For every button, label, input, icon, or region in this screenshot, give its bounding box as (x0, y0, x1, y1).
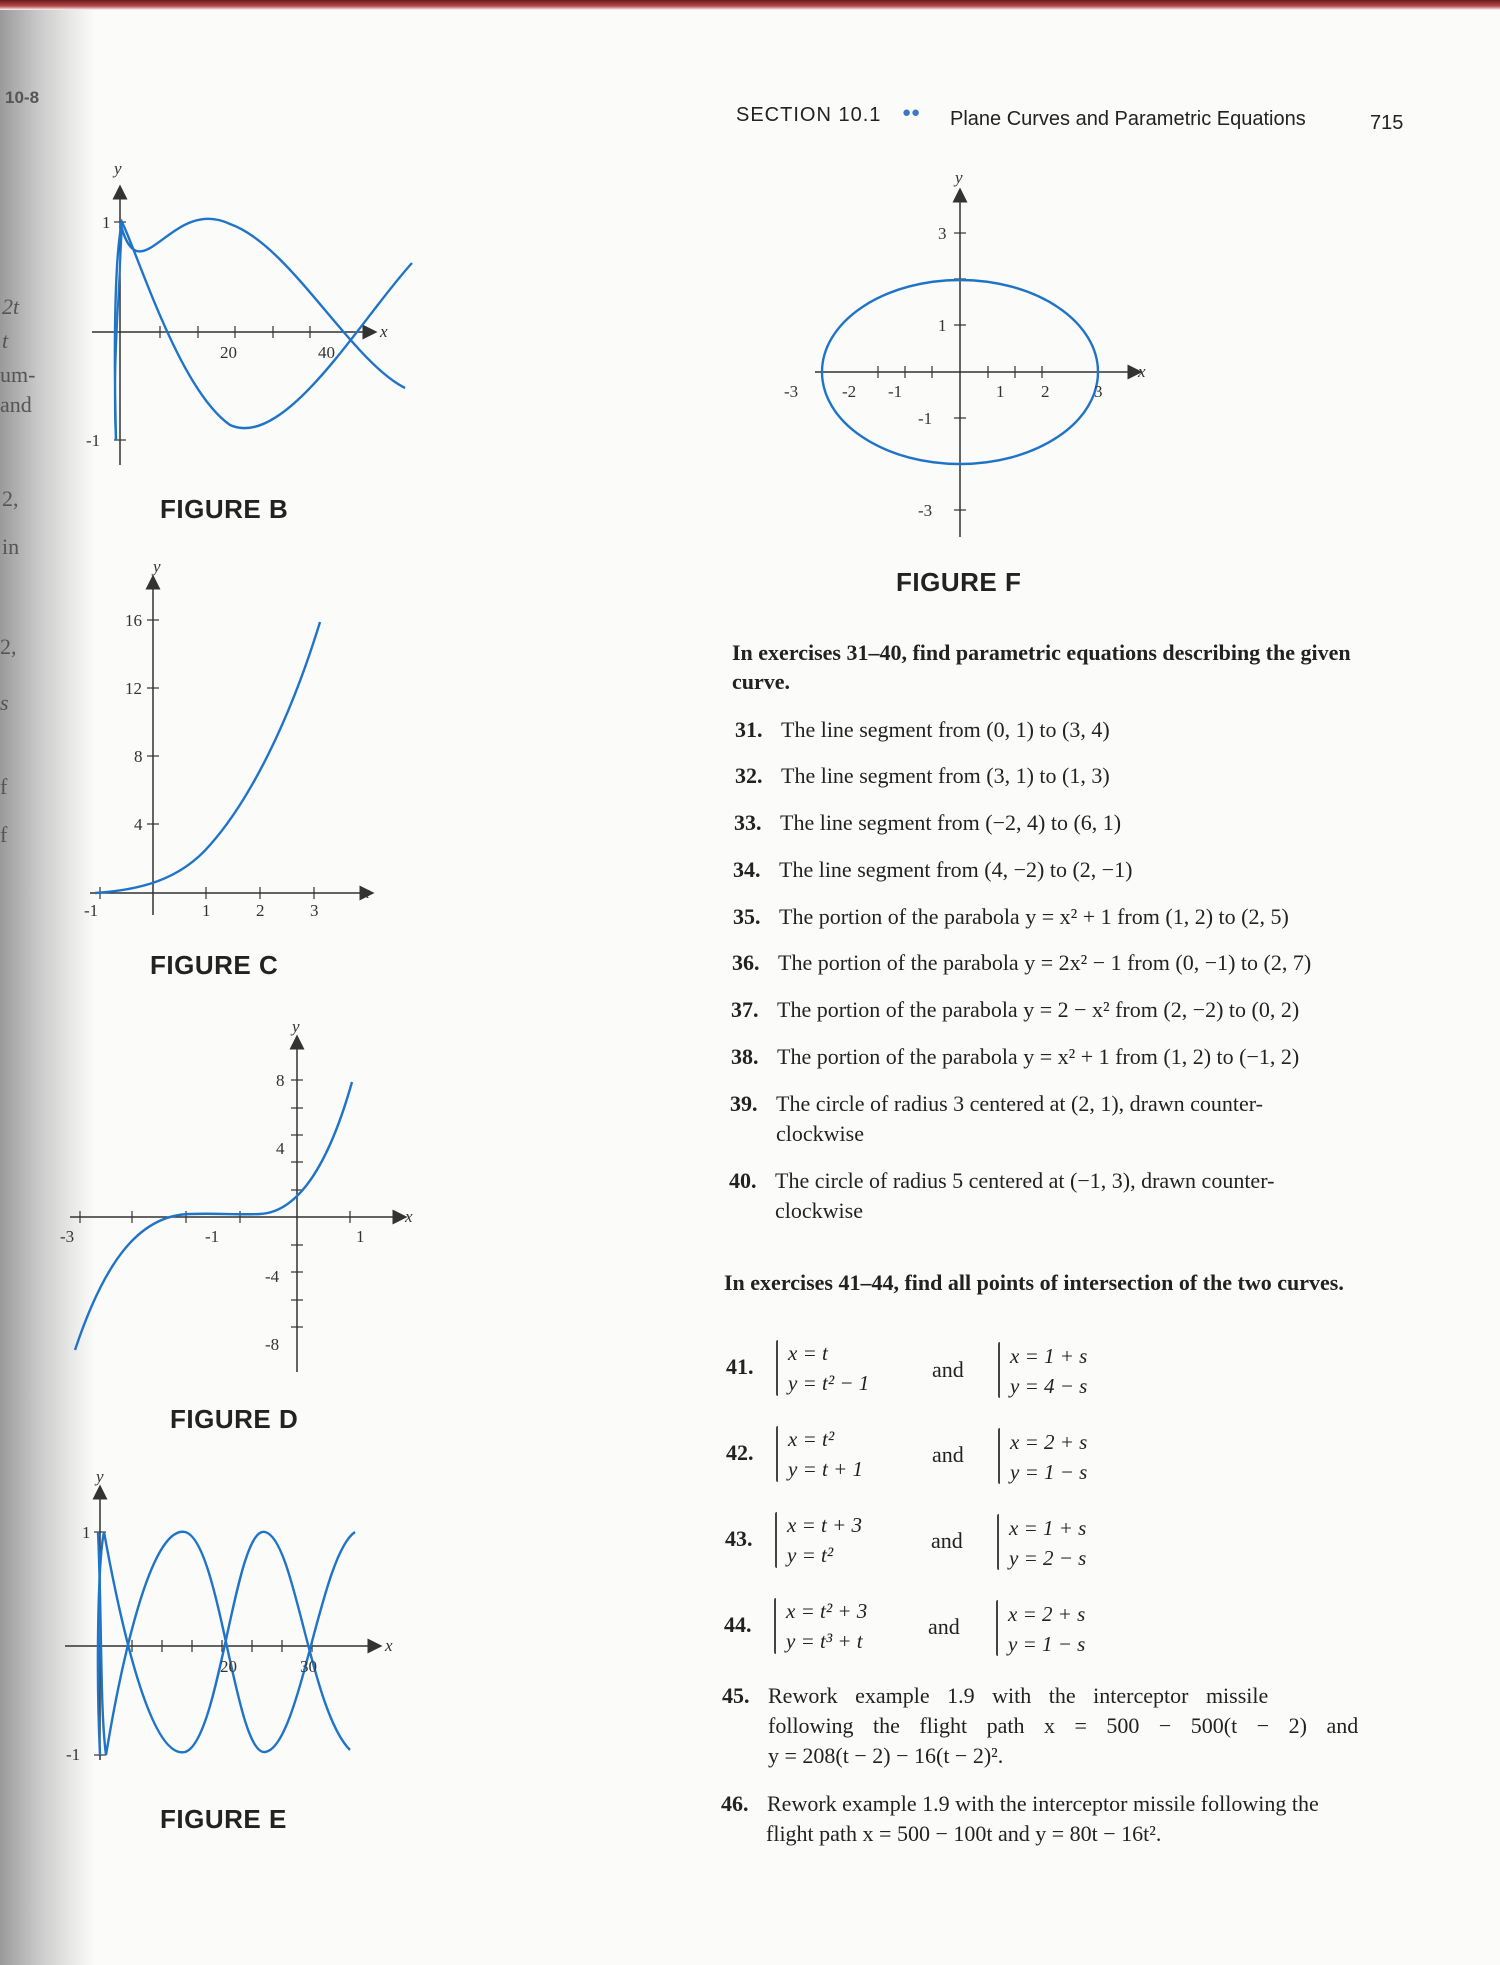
system-brace (996, 1600, 998, 1656)
figure-b-graph (80, 160, 400, 480)
figure-b-caption: FIGURE B (160, 494, 289, 524)
tick-label: 20 (220, 343, 237, 362)
tick-label: 1 (356, 1227, 365, 1246)
tick-label: -3 (918, 501, 933, 520)
system-equation: x = 2 + s (1010, 1430, 1088, 1454)
y-axis-label: y (114, 159, 122, 178)
tick-label: -1 (84, 901, 99, 920)
system-brace (998, 1428, 1000, 1484)
exercise-number: 45. (722, 1683, 750, 1708)
system-equation: x = 1 + s (1009, 1516, 1087, 1540)
x-axis-label: x (362, 883, 370, 902)
figure-e-graph (60, 1467, 420, 1770)
y-axis-label: y (153, 557, 161, 576)
page-number: 715 (1370, 112, 1404, 134)
exercise-text: The line segment from (−2, 4) to (6, 1) (780, 810, 1122, 835)
and-word: and (931, 1528, 963, 1553)
tick-label: -3 (784, 382, 799, 401)
exercise-item (734, 808, 1121, 837)
exercise-text: The circle of radius 5 centered at (−1, 3), drawn counter- (775, 1168, 1275, 1193)
system-brace (997, 1514, 999, 1570)
system-equation: x = 1 + s (1010, 1344, 1088, 1368)
margin-fragment: and (0, 392, 32, 417)
section-title: Plane Curves and Parametric Equations (950, 108, 1306, 130)
exercise-text: The portion of the parabola y = x² + 1 from (1, 2) to (−1, 2) (777, 1044, 1300, 1069)
exercises-31-40-heading: In exercises 31–40, find parametric equations describing the given curve. (732, 640, 1351, 694)
exercise-text: Rework example 1.9 with the interceptor missile (768, 1683, 1269, 1708)
x-axis-label: x (385, 1636, 393, 1655)
exercise-number: 42. (726, 1440, 754, 1465)
exercise-number: 32. (735, 763, 763, 788)
exercise-text: The line segment from (0, 1) to (3, 4) (781, 717, 1110, 742)
tick-label: 1 (996, 382, 1005, 401)
system-brace (774, 1598, 776, 1654)
tick-label: 20 (220, 1657, 237, 1676)
tick-label: 1 (102, 213, 111, 232)
system-equation: x = t + 3 (787, 1513, 862, 1537)
tick-label: 3 (310, 901, 319, 920)
exercise-item (733, 855, 1133, 884)
and-word: and (928, 1614, 960, 1639)
y-axis-label: y (955, 168, 963, 187)
exercise-text-continued: clockwise (776, 1121, 864, 1146)
figure-d-caption: FIGURE D (170, 1404, 299, 1434)
exercise-item (735, 761, 1110, 790)
system-brace (776, 1426, 778, 1482)
exercise-number: 38. (731, 1044, 759, 1069)
exercise-number: 43. (725, 1526, 753, 1551)
exercise-text: The portion of the parabola y = 2x² − 1 from (0, −1) to (2, 7) (778, 950, 1312, 975)
x-axis-label: x (380, 322, 388, 341)
tick-label: -2 (842, 382, 857, 401)
tick-label: 1 (938, 316, 947, 335)
system-equation: y = 2 − s (1009, 1546, 1087, 1570)
system-equation: y = t² − 1 (788, 1371, 870, 1395)
and-word: and (932, 1442, 964, 1467)
figure-f-caption: FIGURE F (896, 567, 1022, 597)
margin-fragment: in (2, 534, 20, 559)
margin-fragment: um- (0, 362, 36, 387)
exercise-text-continued: y = 208(t − 2) − 16(t − 2)². (768, 1743, 1004, 1768)
tick-label: -1 (918, 409, 933, 428)
section-label: SECTION 10.1 (736, 104, 882, 126)
figure-f-graph (770, 165, 1170, 545)
x-axis-label: x (1138, 362, 1146, 381)
tick-label: 1 (202, 901, 211, 920)
tick-label: 4 (276, 1139, 285, 1158)
exercise-item (721, 1789, 1319, 1818)
exercise-item (729, 1166, 1274, 1195)
system-brace (776, 1340, 778, 1396)
exercise-number: 35. (733, 904, 761, 929)
tick-label: -1 (205, 1227, 220, 1246)
margin-fragment: 2, (2, 486, 19, 511)
tick-label: 8 (134, 747, 143, 766)
margin-fragment: 2t (2, 294, 20, 319)
tick-label: 3 (938, 224, 947, 243)
exercise-number: 37. (731, 997, 759, 1022)
tick-label: 3 (1094, 382, 1103, 401)
system-equation: y = t² (787, 1543, 834, 1567)
x-axis-label: x (405, 1207, 413, 1226)
exercise-text: The line segment from (4, −2) to (2, −1) (779, 857, 1133, 882)
exercise-number: 36. (732, 950, 760, 975)
figure-c-caption: FIGURE C (150, 950, 279, 980)
exercises-41-44-heading: In exercises 41–44, find all points of intersection of the two curves. (724, 1270, 1344, 1295)
margin-fragment: f (0, 774, 8, 799)
y-axis-label: y (96, 1467, 104, 1486)
exercise-number: 44. (724, 1612, 752, 1637)
tick-label: 16 (125, 611, 142, 630)
figure-e-caption: FIGURE E (160, 1804, 287, 1834)
margin-tab: 10-8 (5, 88, 40, 107)
tick-label: 4 (134, 815, 143, 834)
tick-label: 40 (318, 343, 335, 362)
exercise-number: 34. (733, 857, 761, 882)
exercise-item (731, 1042, 1299, 1071)
tick-label: 2 (256, 901, 265, 920)
tick-label: 8 (276, 1071, 285, 1090)
tick-label: -1 (66, 1745, 81, 1764)
tick-label: -3 (60, 1227, 75, 1246)
exercise-text: Rework example 1.9 with the interceptor missile following the (767, 1791, 1319, 1816)
system-equation: x = t² + 3 (786, 1599, 868, 1623)
exercise-item (732, 948, 1311, 977)
system-equation: y = t³ + t (786, 1629, 863, 1653)
system-equation: y = t + 1 (788, 1457, 863, 1481)
exercise-item (735, 715, 1110, 744)
system-equation: x = t (788, 1341, 828, 1365)
exercise-text: The line segment from (3, 1) to (1, 3) (781, 763, 1110, 788)
figure-d-graph (60, 1017, 430, 1390)
tick-label: -8 (265, 1335, 280, 1354)
margin-fragment: s (0, 690, 9, 715)
system-equation: y = 4 − s (1010, 1374, 1088, 1398)
bullet-separator: ●● (902, 104, 921, 121)
top-edge (0, 0, 1500, 10)
exercise-text-continued: following the flight path x = 500 − 500(t − 2) and (768, 1713, 1359, 1738)
tick-label: -1 (86, 431, 101, 450)
tick-label: -4 (265, 1267, 280, 1286)
tick-label: 30 (300, 1657, 317, 1676)
system-brace (775, 1512, 777, 1568)
tick-label: 12 (125, 679, 142, 698)
y-axis-label: y (292, 1017, 300, 1036)
and-word: and (932, 1357, 964, 1382)
exercise-number: 31. (735, 717, 763, 742)
exercise-number: 46. (721, 1791, 749, 1816)
tick-label: 2 (1041, 382, 1050, 401)
exercise-text: The portion of the parabola y = x² + 1 from (1, 2) to (2, 5) (779, 904, 1289, 929)
exercise-number: 41. (726, 1354, 754, 1379)
exercise-text: The circle of radius 3 centered at (2, 1), drawn counter- (776, 1091, 1263, 1116)
exercise-text: The portion of the parabola y = 2 − x² from (2, −2) to (0, 2) (777, 997, 1300, 1022)
margin-fragment: f (0, 822, 8, 847)
system-equation: y = 1 − s (1010, 1460, 1088, 1484)
exercise-item (722, 1681, 1268, 1710)
exercise-item (733, 902, 1289, 931)
system-equation: y = 1 − s (1008, 1632, 1086, 1656)
exercise-number: 39. (730, 1091, 758, 1116)
system-equation: x = 2 + s (1008, 1602, 1086, 1626)
tick-label: -1 (888, 382, 903, 401)
exercise-number: 40. (729, 1168, 757, 1193)
exercise-text-continued: flight path x = 500 − 100t and y = 80t − 16t². (766, 1821, 1162, 1846)
margin-fragment: t (2, 328, 9, 353)
exercise-item (731, 995, 1299, 1024)
system-equation: x = t² (788, 1427, 835, 1451)
exercise-text-continued: clockwise (775, 1198, 863, 1223)
figure-c-graph (80, 557, 400, 930)
system-brace (998, 1342, 1000, 1398)
margin-fragment: 2, (0, 634, 17, 659)
exercise-number: 33. (734, 810, 762, 835)
exercise-item (730, 1089, 1263, 1118)
tick-label: 1 (82, 1523, 91, 1542)
